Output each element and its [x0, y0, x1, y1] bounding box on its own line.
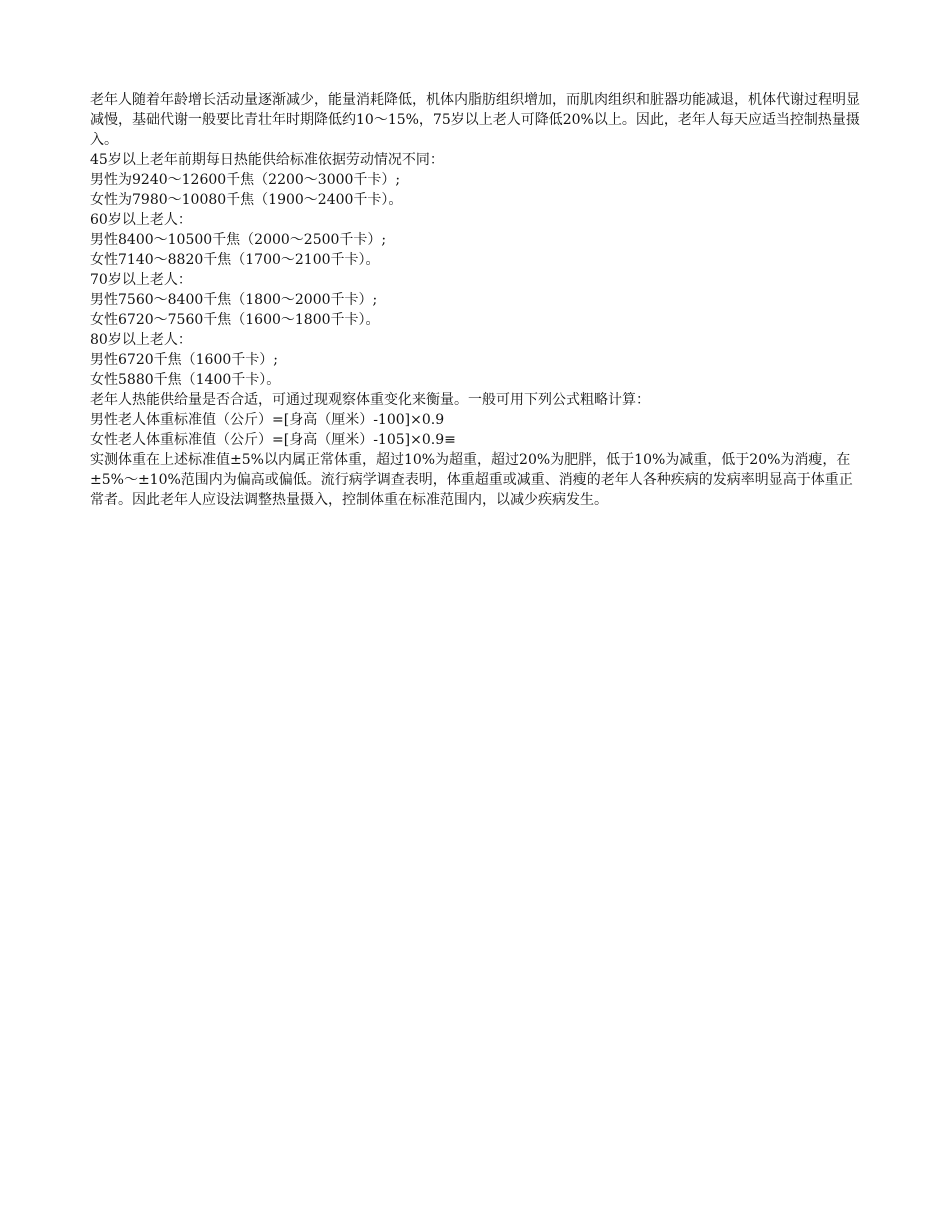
paragraph-45-female: 女性为7980～10080千焦（1900～2400千卡）。 [90, 192, 403, 208]
paragraph-intro: 老年人随着年龄增长活动量逐渐减少，能量消耗降低，机体内脂肪组织增加，而肌肉组织和脏器功能减退，机体代谢过程明显减慢，基础代谢一般要比青壮年时期降低约10～15%，75岁以上老人可降低20%以上。因此，老年人每天应适当控制热量摄入。 [90, 92, 860, 148]
paragraph-formula-intro: 老年人热能供给量是否合适，可通过现观察体重变化来衡量。一般可用下列公式粗略计算： [90, 392, 650, 408]
paragraph-70-male: 男性7560～8400千焦（1800～2000千卡）; [90, 292, 378, 308]
paragraph-80-female: 女性5880千焦（1400千卡）。 [90, 372, 281, 388]
paragraph-60-male: 男性8400～10500千焦（2000～2500千卡）; [90, 232, 387, 248]
paragraph-70-female: 女性6720～7560千焦（1600～1800千卡）。 [90, 312, 380, 328]
document-body [90, 90, 862, 510]
paragraph-formula-male: 男性老人体重标准值（公斤）=[身高（厘米）-100]×0.9 [90, 412, 445, 428]
paragraph-80-male: 男性6720千焦（1600千卡）; [90, 352, 278, 368]
paragraph-60-female: 女性7140～8820千焦（1700～2100千卡）。 [90, 252, 380, 268]
paragraph-60-heading: 60岁以上老人： [90, 212, 192, 228]
paragraph-80-heading: 80岁以上老人： [90, 332, 192, 348]
paragraph-70-heading: 70岁以上老人： [90, 272, 192, 288]
paragraph-45-male: 男性为9240～12600千焦（2200～3000千卡）; [90, 172, 401, 188]
paragraph-formula-female: 女性老人体重标准值（公斤）=[身高（厘米）-105]×0.9≡ [90, 432, 456, 448]
paragraph-conclusion: 实测体重在上述标准值±5%以内属正常体重，超过10%为超重，超过20%为肥胖，低于10%为减重，低于20%为消瘦，在±5%～±10%范围内为偏高或偏低。流行病学调查表明，体重超重或减重、消瘦的老年人各种疾病的发病率明显高于体重正常者。因此老年人应设法调整热量摄入，控制体重在标准范围内，以减少疾病发生。 [90, 452, 853, 508]
paragraph-45-heading: 45岁以上老年前期每日热能供给标准依据劳动情况不同： [90, 152, 444, 168]
